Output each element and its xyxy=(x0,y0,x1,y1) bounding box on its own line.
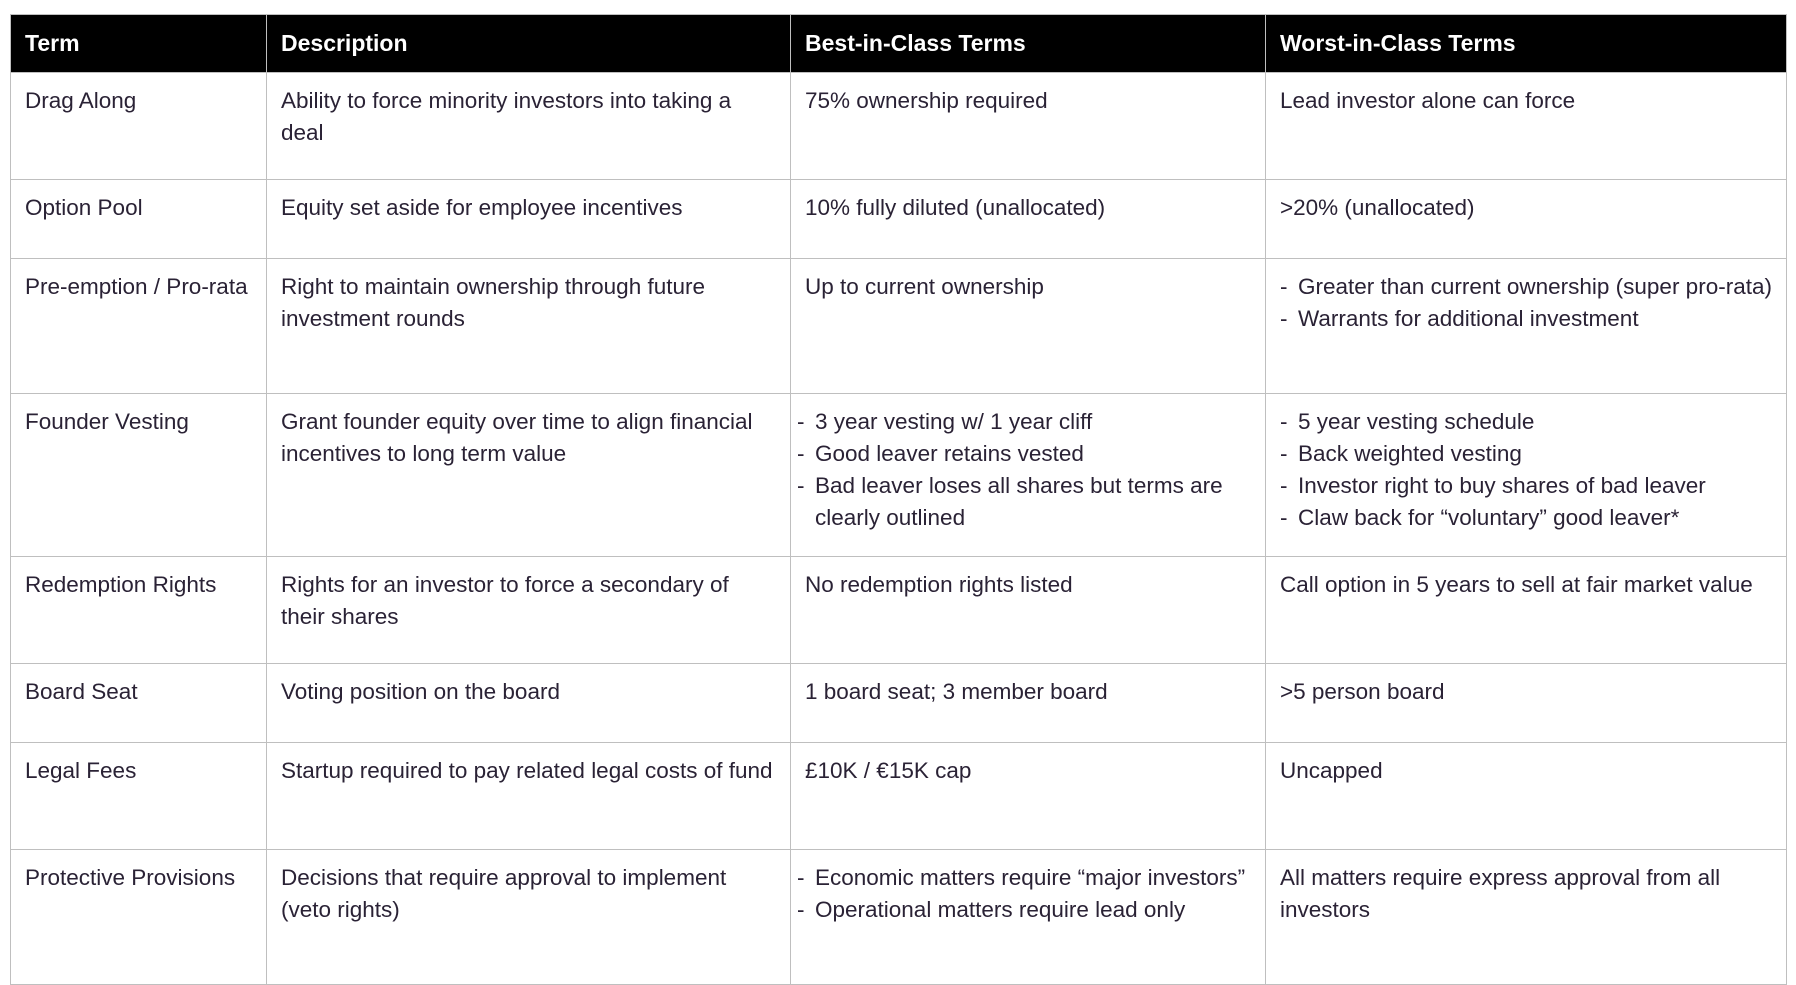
term-cell: Board Seat xyxy=(11,664,267,743)
header-worst-in-class: Worst-in-Class Terms xyxy=(1266,15,1787,73)
best-in-class-cell xyxy=(791,73,1266,180)
worst-text: Call option in 5 years to sell at fair market value xyxy=(1280,572,1753,597)
list-item: - Warrants for additional investment xyxy=(1280,303,1772,335)
description-cell: Startup required to pay related legal costs of fund xyxy=(267,743,791,850)
best-in-class-cell xyxy=(791,259,1266,394)
best-text: £10K / €15K cap xyxy=(805,758,972,783)
worst-text: Lead investor alone can force xyxy=(1280,88,1576,113)
term-cell: Founder Vesting xyxy=(11,394,267,557)
term-cell: Protective Provisions xyxy=(11,850,267,985)
term-cell: Legal Fees xyxy=(11,743,267,850)
table-row xyxy=(11,743,1787,850)
term-cell: Redemption Rights xyxy=(11,557,267,664)
worst-in-class-cell xyxy=(1266,743,1787,850)
best-list xyxy=(797,862,1251,926)
list-item: - Good leaver retains vested xyxy=(797,438,1251,470)
worst-in-class-cell xyxy=(1266,73,1787,180)
description-cell: Right to maintain ownership through future investment rounds xyxy=(267,259,791,394)
worst-in-class-cell xyxy=(1266,394,1787,557)
worst-in-class-cell xyxy=(1266,664,1787,743)
list-item: - Economic matters require “major investors” xyxy=(797,862,1251,894)
best-text: 1 board seat; 3 member board xyxy=(805,679,1108,704)
description-cell: Rights for an investor to force a secondary of their shares xyxy=(267,557,791,664)
description-cell: Grant founder equity over time to align financial incentives to long term value xyxy=(267,394,791,557)
worst-in-class-cell xyxy=(1266,850,1787,985)
worst-text: >5 person board xyxy=(1280,679,1445,704)
list-item: - Investor right to buy shares of bad leaver xyxy=(1280,470,1772,502)
list-item: - 5 year vesting schedule xyxy=(1280,406,1772,438)
header-row xyxy=(11,15,1787,73)
description-cell: Decisions that require approval to implement (veto rights) xyxy=(267,850,791,985)
list-item: - 3 year vesting w/ 1 year cliff xyxy=(797,406,1251,438)
term-cell: Pre-emption / Pro-rata xyxy=(11,259,267,394)
table-row xyxy=(11,259,1787,394)
best-text: 10% fully diluted (unallocated) xyxy=(805,195,1106,220)
worst-in-class-cell xyxy=(1266,259,1787,394)
worst-list xyxy=(1280,271,1772,335)
header-best-in-class: Best-in-Class Terms xyxy=(791,15,1266,73)
description-cell: Ability to force minority investors into taking a deal xyxy=(267,73,791,180)
table-row xyxy=(11,73,1787,180)
best-in-class-cell xyxy=(791,743,1266,850)
list-item: - Greater than current ownership (super pro-rata) xyxy=(1280,271,1772,303)
term-sheet-table xyxy=(10,14,1787,985)
best-in-class-cell xyxy=(791,394,1266,557)
best-in-class-cell xyxy=(791,850,1266,985)
table-row xyxy=(11,557,1787,664)
table-row xyxy=(11,180,1787,259)
table-row xyxy=(11,394,1787,557)
header-description: Description xyxy=(267,15,791,73)
list-item: - Bad leaver loses all shares but terms are clearly outlined xyxy=(797,470,1251,534)
header-term: Term xyxy=(11,15,267,73)
worst-text: Uncapped xyxy=(1280,758,1383,783)
description-cell: Voting position on the board xyxy=(267,664,791,743)
term-cell: Drag Along xyxy=(11,73,267,180)
worst-in-class-cell xyxy=(1266,180,1787,259)
best-text: Up to current ownership xyxy=(805,274,1044,299)
worst-text: All matters require express approval from all investors xyxy=(1280,865,1721,922)
worst-list xyxy=(1280,406,1772,534)
worst-text: >20% (unallocated) xyxy=(1280,195,1475,220)
table-row xyxy=(11,850,1787,985)
best-text: No redemption rights listed xyxy=(805,572,1073,597)
best-text: 75% ownership required xyxy=(805,88,1048,113)
best-in-class-cell xyxy=(791,664,1266,743)
worst-in-class-cell xyxy=(1266,557,1787,664)
term-cell: Option Pool xyxy=(11,180,267,259)
list-item: - Back weighted vesting xyxy=(1280,438,1772,470)
best-in-class-cell xyxy=(791,557,1266,664)
best-list xyxy=(797,406,1251,534)
best-in-class-cell xyxy=(791,180,1266,259)
table-row xyxy=(11,664,1787,743)
list-item: - Operational matters require lead only xyxy=(797,894,1251,926)
list-item: - Claw back for “voluntary” good leaver* xyxy=(1280,502,1772,534)
description-cell: Equity set aside for employee incentives xyxy=(267,180,791,259)
